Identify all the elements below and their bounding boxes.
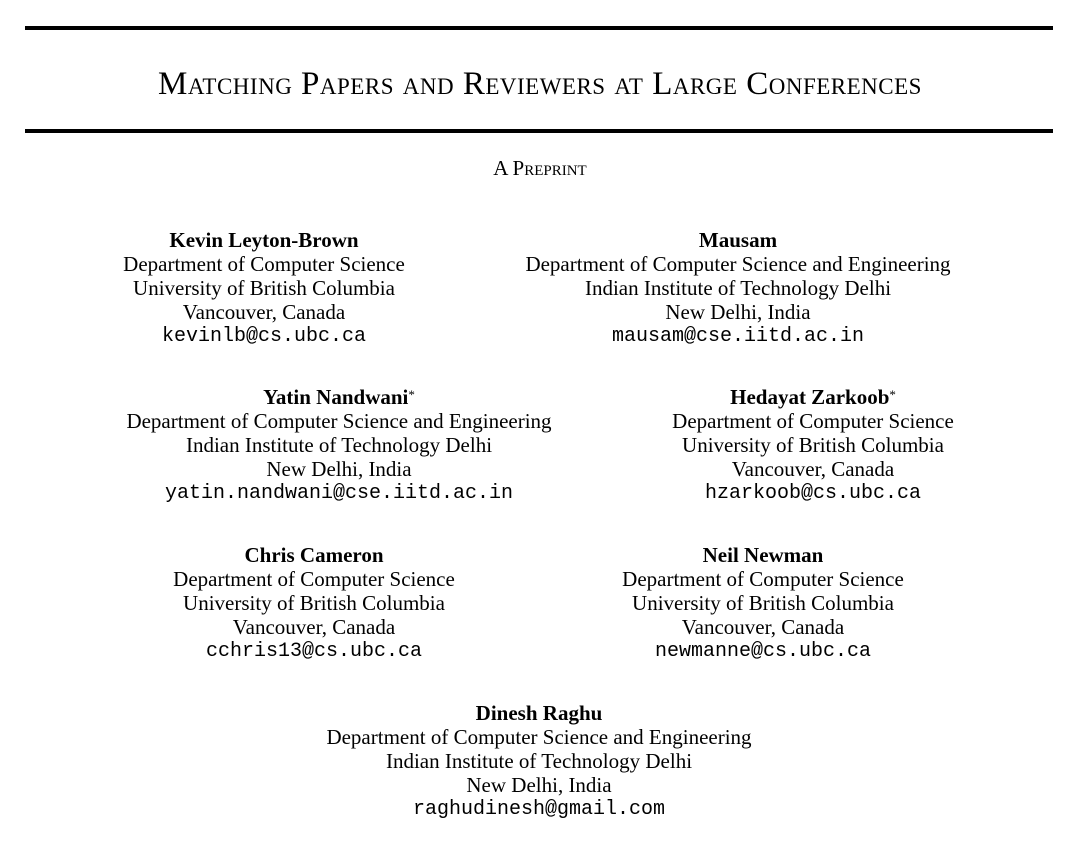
author-institution: Indian Institute of Technology Delhi	[584, 276, 892, 300]
author-email[interactable]: cchris13@cs.ubc.ca	[205, 640, 423, 663]
author-block	[525, 228, 950, 350]
author-institution: University of British Columbia	[133, 276, 395, 300]
author-name: Mausam	[698, 228, 778, 252]
author-location: Vancouver, Canada	[182, 300, 346, 324]
author-location: New Delhi, India	[266, 457, 412, 481]
author-location: New Delhi, India	[466, 773, 612, 797]
paper-title: Matching Papers and Reviewers at Large Conferences	[158, 66, 922, 102]
author-name: Yatin Nandwani*	[263, 385, 415, 409]
author-department: Department of Computer Science and Engineering	[525, 252, 951, 276]
author-location: Vancouver, Canada	[232, 615, 396, 639]
author-email[interactable]: newmanne@cs.ubc.ca	[654, 640, 872, 663]
author-institution: University of British Columbia	[632, 591, 894, 615]
author-email[interactable]: hzarkoob@cs.ubc.ca	[704, 482, 922, 505]
author-name: Kevin Leyton-Brown	[169, 228, 359, 252]
author-location: New Delhi, India	[665, 300, 811, 324]
author-block	[326, 701, 751, 823]
author-institution: University of British Columbia	[183, 591, 445, 615]
author-email[interactable]: raghudinesh@gmail.com	[412, 798, 666, 821]
author-department: Department of Computer Science	[173, 567, 455, 591]
author-institution: Indian Institute of Technology Delhi	[185, 433, 493, 457]
author-department: Department of Computer Science	[123, 252, 405, 276]
author-department: Department of Computer Science	[622, 567, 904, 591]
author-department: Department of Computer Science	[672, 409, 954, 433]
author-email[interactable]: yatin.nandwani@cse.iitd.ac.in	[164, 482, 514, 505]
author-block	[123, 228, 405, 350]
author-department: Department of Computer Science and Engineering	[126, 409, 552, 433]
author-block	[173, 543, 455, 665]
author-name: Dinesh Raghu	[475, 701, 603, 725]
author-location: Vancouver, Canada	[681, 615, 845, 639]
author-block	[622, 543, 904, 665]
author-name: Neil Newman	[702, 543, 824, 567]
author-block	[126, 385, 551, 507]
title-rule-top	[25, 26, 1053, 30]
author-department: Department of Computer Science and Engineering	[326, 725, 752, 749]
author-block	[672, 385, 954, 507]
author-name: Chris Cameron	[244, 543, 384, 567]
author-email[interactable]: mausam@cse.iitd.ac.in	[611, 325, 865, 348]
author-email[interactable]: kevinlb@cs.ubc.ca	[161, 325, 367, 348]
title-rule-bottom	[25, 129, 1053, 133]
author-location: Vancouver, Canada	[731, 457, 895, 481]
author-name: Hedayat Zarkoob*	[730, 385, 896, 409]
preprint-label: A Preprint	[493, 156, 587, 180]
author-institution: University of British Columbia	[682, 433, 944, 457]
author-institution: Indian Institute of Technology Delhi	[385, 749, 693, 773]
